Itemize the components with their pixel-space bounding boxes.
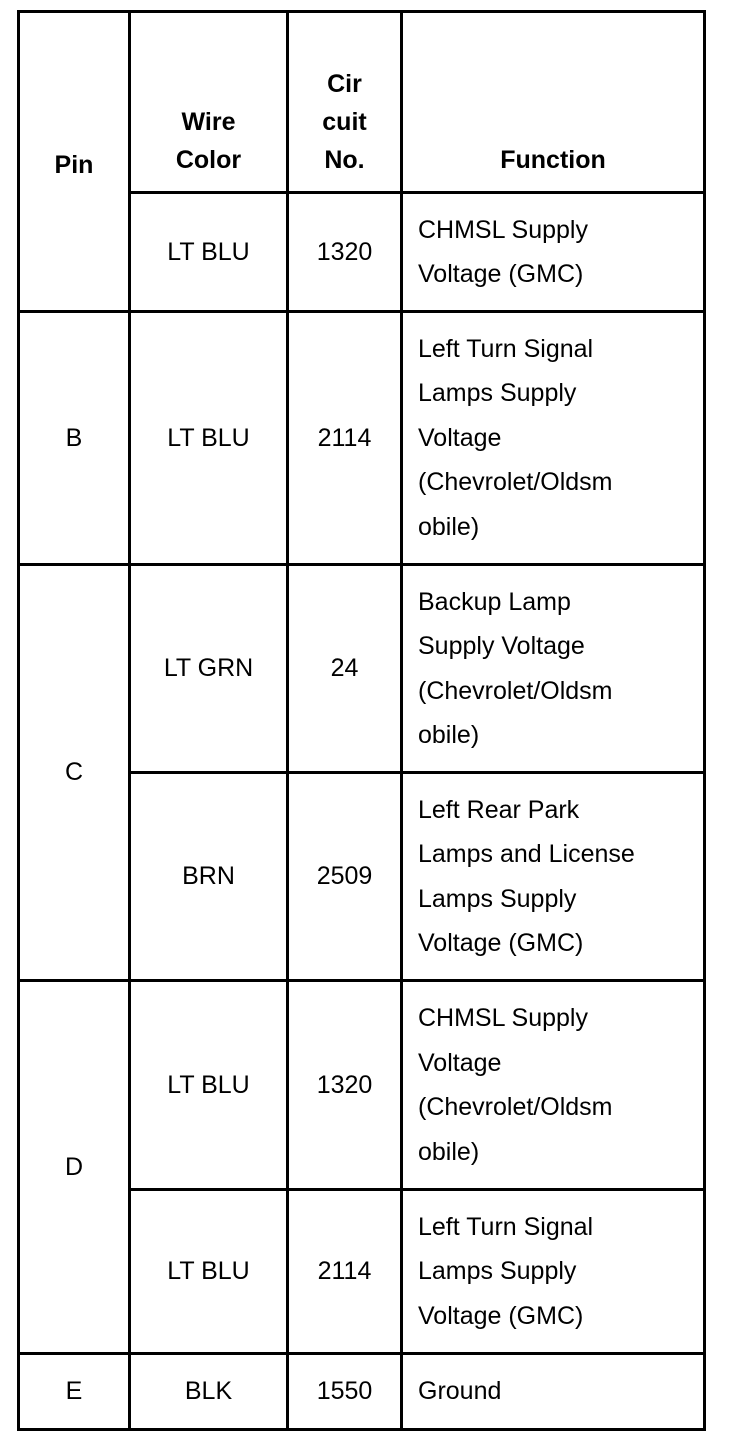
circuit-cell: 1320 xyxy=(288,193,402,312)
pin-header: Pin xyxy=(19,12,130,312)
wire-color-header: Wire Color xyxy=(130,12,288,193)
circuit-cell: 24 xyxy=(288,565,402,773)
header-row xyxy=(19,12,705,193)
wire-color-cell: BRN xyxy=(130,773,288,981)
function-cell: Backup Lamp Supply Voltage (Chevrolet/Oldsm obile) xyxy=(402,565,705,773)
wire-color-cell: LT BLU xyxy=(130,193,288,312)
wire-color-cell: LT GRN xyxy=(130,565,288,773)
connector-pinout-table xyxy=(17,10,706,1431)
circuit-cell: 2114 xyxy=(288,312,402,565)
pin-cell: D xyxy=(19,981,130,1354)
pin-cell: B xyxy=(19,312,130,565)
circuit-cell: 2509 xyxy=(288,773,402,981)
table-row xyxy=(19,981,705,1190)
circuit-cell: 1320 xyxy=(288,981,402,1190)
table-row xyxy=(19,1354,705,1430)
circuit-cell: 2114 xyxy=(288,1190,402,1354)
table-row xyxy=(19,565,705,773)
pin-cell: E xyxy=(19,1354,130,1430)
wire-color-cell: LT BLU xyxy=(130,981,288,1190)
function-cell: CHMSL Supply Voltage (GMC) xyxy=(402,193,705,312)
pin-cell: C xyxy=(19,565,130,981)
function-cell: Left Turn Signal Lamps Supply Voltage (Chevrolet/Oldsm obile) xyxy=(402,312,705,565)
wire-color-cell: BLK xyxy=(130,1354,288,1430)
table-row xyxy=(19,312,705,565)
wire-color-cell: LT BLU xyxy=(130,312,288,565)
wire-color-cell: LT BLU xyxy=(130,1190,288,1354)
function-cell: Left Turn Signal Lamps Supply Voltage (GMC) xyxy=(402,1190,705,1354)
function-cell: Ground xyxy=(402,1354,705,1430)
function-cell: CHMSL Supply Voltage (Chevrolet/Oldsm obile) xyxy=(402,981,705,1190)
circuit-no-header: Cir cuit No. xyxy=(288,12,402,193)
function-cell: Left Rear Park Lamps and License Lamps Supply Voltage (GMC) xyxy=(402,773,705,981)
function-header: Function xyxy=(402,12,705,193)
circuit-cell: 1550 xyxy=(288,1354,402,1430)
